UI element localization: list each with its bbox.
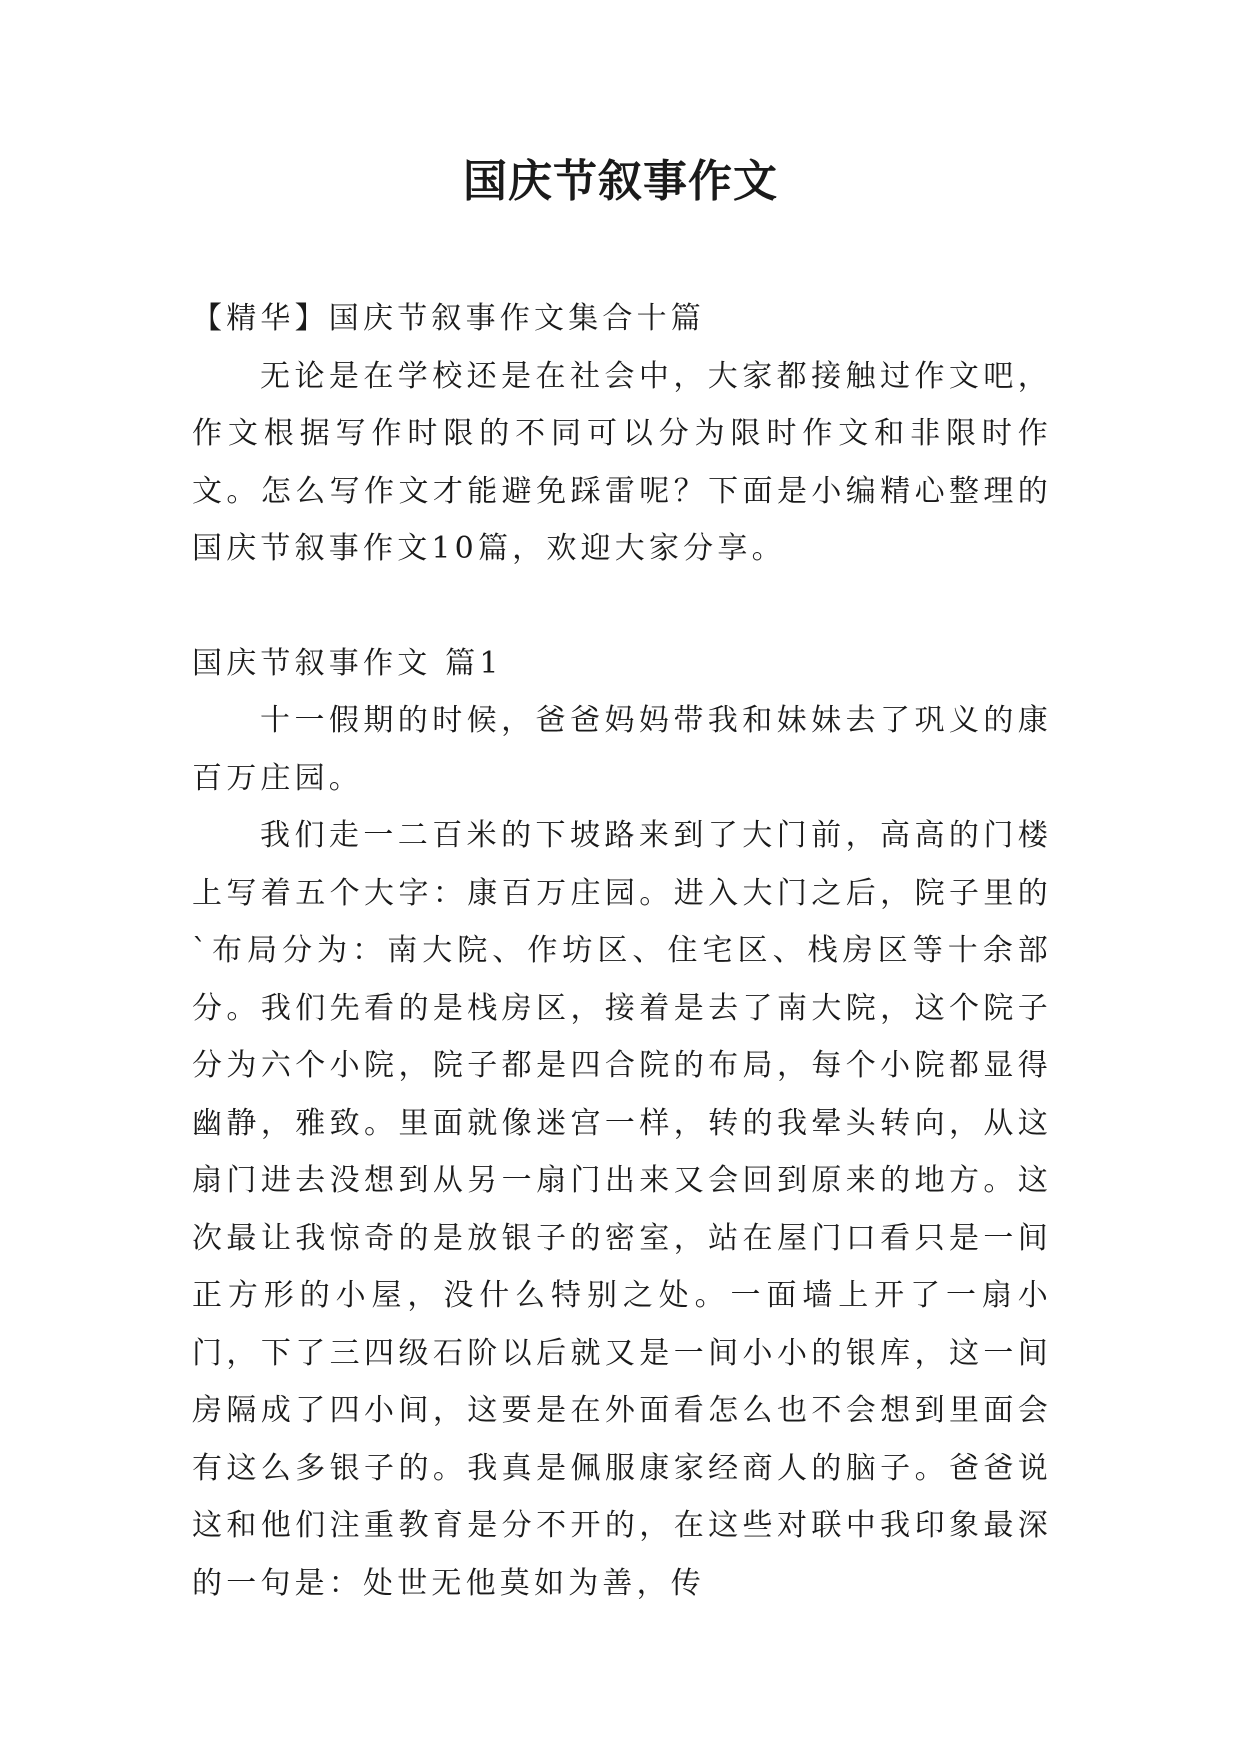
document-body — [192, 290, 1052, 1612]
section-paragraph: 我们走一二百米的下坡路来到了大门前，高高的门楼上写着五个大字：康百万庄园。进入大门之后，院子里的`布局分为：南大院、作坊区、住宅区、栈房区等十余部分。我们先看的是栈房区，接着是去了南大院，这个院子分为六个小院，院子都是四合院的布局，每个小院都显得幽静，雅致。里面就像迷宫一样，转的我晕头转向，从这扇门进去没想到从另一扇门出来又会回到原来的地方。这次最让我惊奇的是放银子的密室，站在屋门口看只是一间正方形的小屋，没什么特别之处。一面墙上开了一扇小门，下了三四级石阶以后就又是一间小小的银库，这一间房隔成了四小间，这要是在外面看怎么也不会想到里面会有这么多银子的。我真是佩服康家经商人的脑子。爸爸说这和他们注重教育是分不开的，在这些对联中我印象最深的一句是：处世无他莫如为善，传 — [192, 818, 1052, 1601]
document-subtitle: 【精华】国庆节叙事作文集合十篇 — [192, 301, 705, 336]
document-title: 国庆节叙事作文 — [463, 156, 778, 207]
section-paragraph: 十一假期的时候，爸爸妈妈带我和妹妹去了巩义的康百万庄园。 — [192, 703, 1052, 796]
section-heading: 国庆节叙事作文 篇1 — [192, 645, 503, 681]
intro-paragraph: 无论是在学校还是在社会中，大家都接触过作文吧，作文根据写作时限的不同可以分为限时作文和非限时作文。怎么写作文才能避免踩雷呢？下面是小编精心整理的国庆节叙事作文10篇，欢迎大家分享。 — [192, 358, 1052, 566]
